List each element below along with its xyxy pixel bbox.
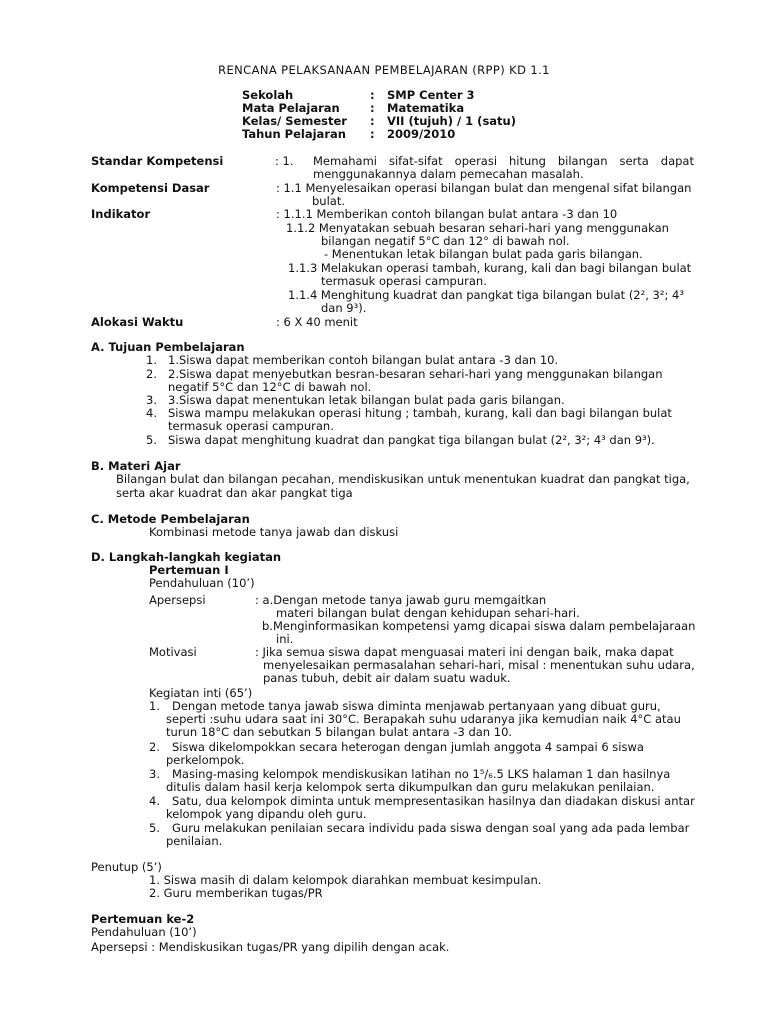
identity-value-tahun: 2009/2010 <box>387 127 456 141</box>
penutup-item-2: 2. Guru memberikan tugas/PR <box>149 886 323 900</box>
kd-text-line1: : 1.1 Menyelesaikan operasi bilangan bulat dan mengenal sifat bilangan <box>276 181 692 195</box>
indikator-4-line1: 1.1.4 Menghitung kuadrat dan pangkat tiga bilangan bulat (2², 3²; 4³ <box>288 288 684 302</box>
apersepsi-b-line2: ini. <box>276 632 294 646</box>
apersepsi-a-line2: materi bilangan bulat dengan kehidupan sehari-hari. <box>276 606 580 620</box>
indikator-3-line2: termasuk operasi campuran. <box>321 274 487 288</box>
penutup-item-1: 1. Siswa masih di dalam kelompok diarahkan membuat kesimpulan. <box>149 873 542 887</box>
sk-label: Standar Kompetensi <box>91 154 224 168</box>
inti-item-4-line1: Satu, dua kelompok diminta untuk mempresentasikan hasilnya dan diadakan diskusi antar <box>172 794 695 808</box>
sk-number: : 1. <box>275 154 294 168</box>
tujuan-item-3: 3.Siswa dapat menentukan letak bilangan bulat pada garis bilangan. <box>168 393 565 407</box>
inti-item-1-line2: seperti :suhu udara saat ini 30°C. Berapakah suhu udaranya jika kemudian naik 4°C atau <box>166 712 681 726</box>
inti-item-5-line1: Guru melakukan penilaian secara individu pada siswa dengan soal yang ada pada lembar <box>172 821 690 835</box>
inti-num: 2. <box>149 740 160 754</box>
materi-line1: Bilangan bulat dan bilangan pecahan, mendiskusikan untuk menentukan kuadrat dan pangkat tiga, <box>116 472 690 486</box>
indikator-4-line2: dan 9³). <box>321 301 367 315</box>
inti-item-2-line1: Siswa dikelompokkan secara heterogan dengan jumlah anggota 4 sampai 6 siswa <box>172 740 644 754</box>
indikator-3-line1: 1.1.3 Melakukan operasi tambah, kurang, kali dan bagi bilangan bulat <box>288 261 692 275</box>
motivasi-line2: menyelesaikan permasalahan sehari-hari, misal : menentukan suhu udara, <box>263 658 695 672</box>
identity-value-sekolah: SMP Center 3 <box>387 88 475 102</box>
tujuan-num: 2. <box>146 367 157 381</box>
tujuan-item-2-line1: 2.Siswa dapat menyebutkan besran-besaran sehari-hari yang menggunakan bilangan <box>168 367 663 381</box>
section-a-heading: A. Tujuan Pembelajaran <box>91 340 245 354</box>
document-title: RENCANA PELAKSANAAN PEMBELAJARAN (RPP) KD 1.1 <box>218 63 550 77</box>
section-c-heading: C. Metode Pembelajaran <box>91 512 250 526</box>
tujuan-num: 5. <box>146 433 157 447</box>
pendahuluan-label: Pendahuluan (10’) <box>149 576 255 590</box>
tujuan-item-1: 1.Siswa dapat memberikan contoh bilangan bulat antara -3 dan 10. <box>168 353 559 367</box>
inti-item-3-line1: Masing-masing kelompok mendiskusikan latihan no 1⁵/₆.5 LKS halaman 1 dan hasilnya <box>172 767 671 781</box>
inti-item-5-line2: penilaian. <box>166 834 223 848</box>
identity-label-sekolah: Sekolah <box>242 88 294 102</box>
inti-item-1-line3: turun 18°C dan sebutkan 5 bilangan bulat antara -3 dan 10. <box>166 725 513 739</box>
inti-item-3-line2: ditulis dalam hasil kerja kelompok serta dikumpulkan dan guru melakukan penilaian. <box>166 780 655 794</box>
identity-value-mapel: Matematika <box>387 101 465 115</box>
identity-label-tahun: Tahun Pelajaran <box>242 127 346 141</box>
indikator-2-line3: - Menentukan letak bilangan bulat pada garis bilangan. <box>324 247 643 261</box>
identity-colon: : <box>370 88 375 102</box>
indikator-2-line2: bilangan negatif 5°C dan 12° di bawah nol. <box>321 234 570 248</box>
section-d-heading: D. Langkah-langkah kegiatan <box>91 550 282 564</box>
identity-colon: : <box>370 101 375 115</box>
inti-num: 1. <box>149 699 160 713</box>
identity-colon: : <box>370 127 375 141</box>
inti-item-2-line2: perkelompok. <box>166 753 245 767</box>
tujuan-num: 1. <box>146 353 157 367</box>
tujuan-num: 3. <box>146 393 157 407</box>
kd-text-line2: bulat. <box>312 194 345 208</box>
pertemuan-1-heading: Pertemuan I <box>149 563 229 577</box>
identity-label-mapel: Mata Pelajaran <box>242 101 340 115</box>
materi-line2: serta akar kuadrat dan akar pangkat tiga <box>116 486 353 500</box>
tujuan-num: 4. <box>146 406 157 420</box>
sk-text-line1: Memahami sifat-sifat operasi hitung bilangan serta dapat <box>313 154 694 168</box>
inti-item-4-line2: kelompok yang dipandu oleh guru. <box>166 807 367 821</box>
alokasi-value: : 6 X 40 menit <box>276 315 358 329</box>
sk-text-line2: menggunakannya dalam pemecahan masalah. <box>313 167 584 181</box>
pendahuluan-2-label: Pendahuluan (10’) <box>91 925 197 939</box>
tujuan-item-4-line1: Siswa mampu melakukan operasi hitung ; tambah, kurang, kali dan bagi bilangan bulat <box>168 406 672 420</box>
tujuan-item-4-line2: termasuk operasi campuran. <box>168 419 334 433</box>
section-b-heading: B. Materi Ajar <box>91 459 181 473</box>
apersepsi-label: Apersepsi <box>149 593 206 607</box>
tujuan-item-2-line2: negatif 5°C dan 12°C di bawah nol. <box>168 380 372 394</box>
inti-num: 3. <box>149 767 160 781</box>
apersepsi-2-text: Apersepsi : Mendiskusikan tugas/PR yang dipilih dengan acak. <box>91 940 450 954</box>
motivasi-line3: panas tubuh, debit air dalam suatu waduk. <box>263 671 511 685</box>
indikator-label: Indikator <box>91 207 151 221</box>
inti-num: 4. <box>149 794 160 808</box>
identity-label-kelas: Kelas/ Semester <box>242 114 347 128</box>
pertemuan-2-heading: Pertemuan ke-2 <box>91 912 195 926</box>
apersepsi-a-line1: : a.Dengan metode tanya jawab guru memgaitkan <box>255 593 547 607</box>
identity-colon: : <box>370 114 375 128</box>
kegiatan-inti-label: Kegiatan inti (65’) <box>149 686 253 700</box>
indikator-2-line1: 1.1.2 Menyatakan sebuah besaran sehari-hari yang menggunakan <box>286 221 669 235</box>
indikator-1: : 1.1.1 Memberikan contoh bilangan bulat antara -3 dan 10 <box>276 207 618 221</box>
kd-label: Kompetensi Dasar <box>91 181 210 195</box>
motivasi-label: Motivasi <box>149 645 197 659</box>
penutup-label: Penutup (5’) <box>91 860 162 874</box>
apersepsi-b-line1: b.Menginformasikan kompetensi yamg dicapai siswa dalam pembelajaraan <box>262 619 696 633</box>
metode-text: Kombinasi metode tanya jawab dan diskusi <box>149 525 399 539</box>
inti-item-1-line1: Dengan metode tanya jawab siswa diminta menjawab pertanyaan yang dibuat guru, <box>172 699 661 713</box>
motivasi-line1: : Jika semua siswa dapat menguasai materi ini dengan baik, maka dapat <box>255 645 674 659</box>
inti-num: 5. <box>149 821 160 835</box>
alokasi-label: Alokasi Waktu <box>91 315 184 329</box>
identity-value-kelas: VII (tujuh) / 1 (satu) <box>387 114 516 128</box>
tujuan-item-5: Siswa dapat menghitung kuadrat dan pangkat tiga bilangan bulat (2², 3²; 4³ dan 9³). <box>168 433 655 447</box>
